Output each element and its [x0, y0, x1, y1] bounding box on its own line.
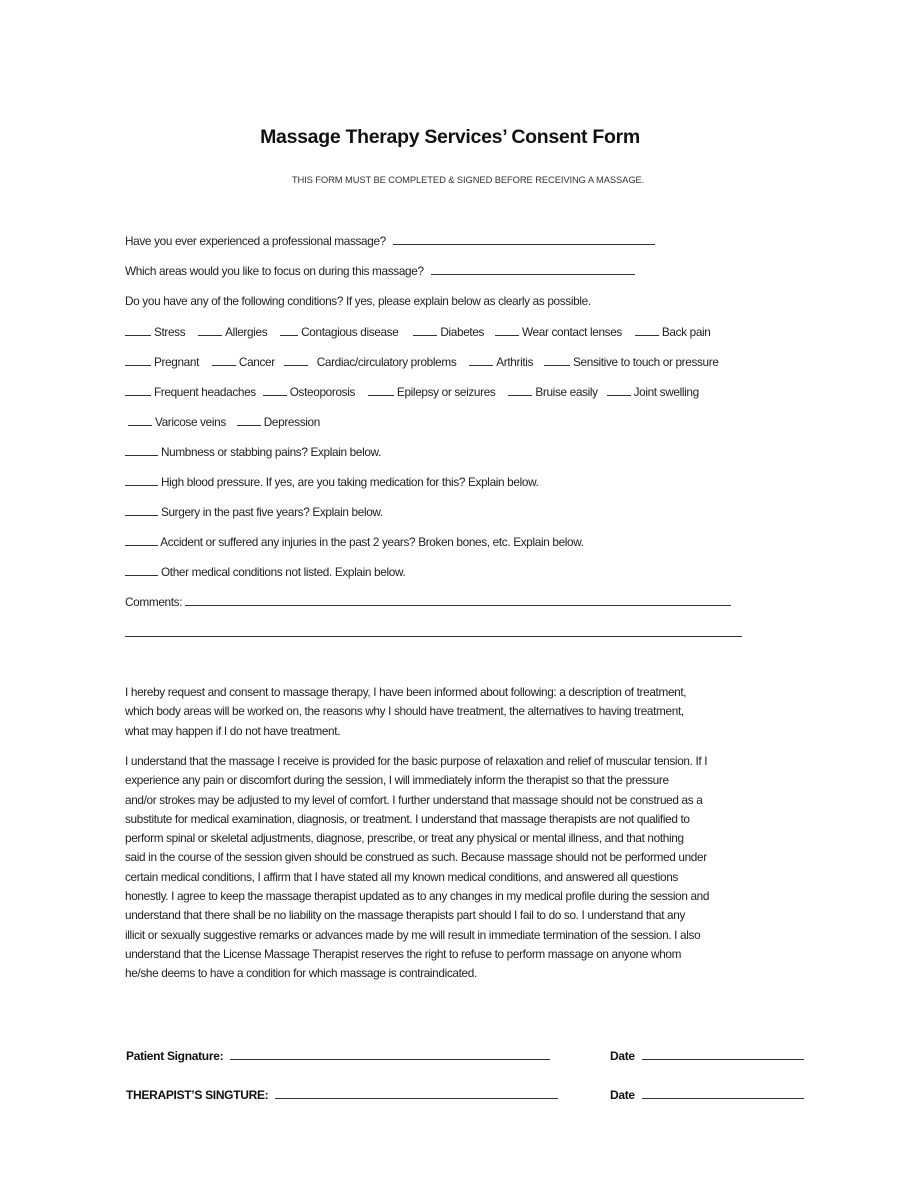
blood-pressure-answer-field[interactable] — [125, 475, 158, 486]
condition-checkbox-cardiac[interactable] — [284, 355, 308, 366]
paragraph-line: what may happen if I do not have treatment. — [125, 723, 341, 738]
paragraph-line: he/she deems to have a condition for which massage is contraindicated. — [125, 966, 477, 981]
therapist-date-label: Date — [610, 1088, 635, 1102]
explain-item-label: Other medical conditions not listed. Explain below. — [160, 565, 406, 579]
therapist-signature-row — [126, 1087, 558, 1102]
conditions-row-1 — [125, 325, 713, 339]
condition-label: Contagious disease — [301, 325, 399, 339]
condition-checkbox-allergies[interactable] — [198, 325, 222, 336]
question-label: Which areas would you like to focus on during this massage? — [125, 264, 424, 278]
paragraph-line: which body areas will be worked on, the reasons why I should have treatment, the alternatives to having treatment, — [125, 704, 684, 719]
paragraph-line: perform spinal or skeletal adjustments, diagnose, prescribe, or treat any physical or mental illness, and that nothing — [125, 831, 684, 846]
patient-date-label: Date — [610, 1049, 635, 1063]
paragraph-line: I hereby request and consent to massage therapy, I have been informed about following: a description of treatment, — [125, 685, 687, 699]
condition-label: Allergies — [225, 325, 268, 339]
condition-label: Cardiac/circulatory problems — [316, 355, 457, 369]
form-title: Massage Therapy Services’ Consent Form — [260, 126, 640, 148]
condition-label: Varicose veins — [154, 415, 226, 429]
condition-label: Wear contact lenses — [521, 325, 622, 339]
patient-signature-field[interactable] — [230, 1048, 550, 1060]
paragraph-line: understand that there shall be no liability on the massage therapists part should I fail to do so. I understand that any — [125, 908, 686, 923]
accident-answer-field[interactable] — [125, 535, 158, 546]
explain-item-label: Accident or suffered any injuries in the past 2 years? Broken bones, etc. Explain below. — [160, 535, 584, 549]
condition-checkbox-joint-swelling[interactable] — [607, 385, 631, 396]
paragraph-line: I understand that the massage I receive is provided for the basic purpose of relaxation and relief of muscular tension. If I — [125, 754, 708, 768]
comments-field[interactable] — [185, 595, 731, 606]
therapist-signature-label: THERAPIST’S SINGTURE: — [126, 1088, 269, 1102]
condition-checkbox-osteoporosis[interactable] — [263, 385, 287, 396]
consent-paragraph-2 — [125, 752, 825, 984]
condition-checkbox-arthritis[interactable] — [469, 355, 493, 366]
therapist-date-field[interactable] — [642, 1087, 804, 1099]
question-label: Do you have any of the following conditions? If yes, please explain below as clearly as possible. — [125, 294, 591, 308]
explain-item-other — [125, 565, 405, 579]
condition-label: Osteoporosis — [289, 385, 356, 399]
explain-item-label: High blood pressure. If yes, are you taking medication for this? Explain below. — [160, 475, 539, 489]
paragraph-line: certain medical conditions, I affirm that I have stated all my known medical conditions, and answered all questions — [125, 869, 678, 884]
condition-checkbox-diabetes[interactable] — [413, 325, 437, 336]
therapist-date-row — [610, 1087, 804, 1102]
question-focus-areas — [125, 264, 635, 278]
paragraph-line: substitute for medical examination, diagnosis, or treatment. I understand that massage therapists are not qualified to — [125, 811, 690, 826]
condition-checkbox-cancer[interactable] — [212, 355, 236, 366]
condition-checkbox-stress[interactable] — [125, 325, 151, 336]
condition-label: Joint swelling — [633, 385, 699, 399]
question-conditions — [125, 294, 591, 308]
explain-item-blood-pressure — [125, 475, 539, 489]
patient-signature-label: Patient Signature: — [126, 1049, 224, 1063]
question-professional-massage — [125, 234, 655, 248]
patient-date-field[interactable] — [642, 1048, 804, 1060]
paragraph-line: experience any pain or discomfort during the session, I will immediately inform the therapist so that the pressure — [125, 773, 669, 788]
condition-label: Arthritis — [496, 355, 534, 369]
paragraph-line: said in the course of the session given should be construed as such. Because massage should not be performed under — [125, 850, 707, 865]
condition-label: Pregnant — [153, 355, 200, 369]
condition-checkbox-varicose-veins[interactable] — [128, 415, 152, 426]
focus-areas-answer-field[interactable] — [431, 264, 635, 275]
paragraph-line: illicit or sexually suggestive remarks or advances made by me will result in immediate termination of the session. I also — [125, 927, 701, 942]
surgery-answer-field[interactable] — [125, 505, 158, 516]
comments-label: Comments: — [125, 595, 183, 609]
professional-massage-answer-field[interactable] — [393, 234, 655, 245]
consent-paragraph-1 — [125, 683, 825, 741]
explain-item-surgery — [125, 505, 383, 519]
condition-checkbox-back-pain[interactable] — [635, 325, 659, 336]
condition-label: Stress — [153, 325, 186, 339]
condition-checkbox-epilepsy[interactable] — [368, 385, 394, 396]
explain-item-accident — [125, 535, 584, 549]
explain-item-numbness — [125, 445, 381, 459]
patient-date-row — [610, 1048, 804, 1063]
condition-checkbox-contact-lenses[interactable] — [495, 325, 519, 336]
condition-checkbox-headaches[interactable] — [125, 385, 151, 396]
condition-label: Sensitive to touch or pressure — [573, 355, 719, 369]
paragraph-line: understand that the License Massage Therapist reserves the right to refuse to perform massage on anyone whom — [125, 946, 682, 961]
condition-checkbox-sensitive-touch[interactable] — [544, 355, 570, 366]
condition-checkbox-contagious-disease[interactable] — [280, 325, 298, 336]
condition-label: Epilepsy or seizures — [396, 385, 496, 399]
condition-label: Back pain — [661, 325, 711, 339]
comments-row — [125, 595, 731, 609]
question-label: Have you ever experienced a professional massage? — [125, 234, 386, 248]
condition-checkbox-depression[interactable] — [237, 415, 261, 426]
condition-label: Diabetes — [440, 325, 485, 339]
other-conditions-answer-field[interactable] — [125, 565, 158, 576]
conditions-row-4 — [128, 415, 322, 429]
condition-checkbox-bruise-easily[interactable] — [508, 385, 532, 396]
condition-label: Depression — [263, 415, 320, 429]
therapist-signature-field[interactable] — [275, 1087, 558, 1099]
paragraph-line: and/or strokes may be adjusted to my level of comfort. I further understand that massage should not be construed as a — [125, 792, 703, 807]
explain-item-label: Surgery in the past five years? Explain below. — [160, 505, 383, 519]
condition-label: Bruise easily — [535, 385, 598, 399]
comments-continuation-row — [125, 626, 742, 640]
condition-label: Frequent headaches — [153, 385, 256, 399]
condition-label: Cancer — [238, 355, 275, 369]
comments-field-line-2[interactable] — [125, 626, 742, 637]
numbness-answer-field[interactable] — [125, 445, 158, 456]
paragraph-line: honestly. I agree to keep the massage therapist updated as to any changes in my medical profile during the session and — [125, 889, 710, 904]
patient-signature-row — [126, 1048, 550, 1063]
form-subtitle: THIS FORM MUST BE COMPLETED & SIGNED BEFORE RECEIVING A MASSAGE. — [291, 174, 645, 185]
conditions-row-3 — [125, 385, 701, 399]
explain-item-label: Numbness or stabbing pains? Explain below. — [160, 445, 382, 459]
condition-checkbox-pregnant[interactable] — [125, 355, 151, 366]
conditions-row-2 — [125, 355, 721, 369]
